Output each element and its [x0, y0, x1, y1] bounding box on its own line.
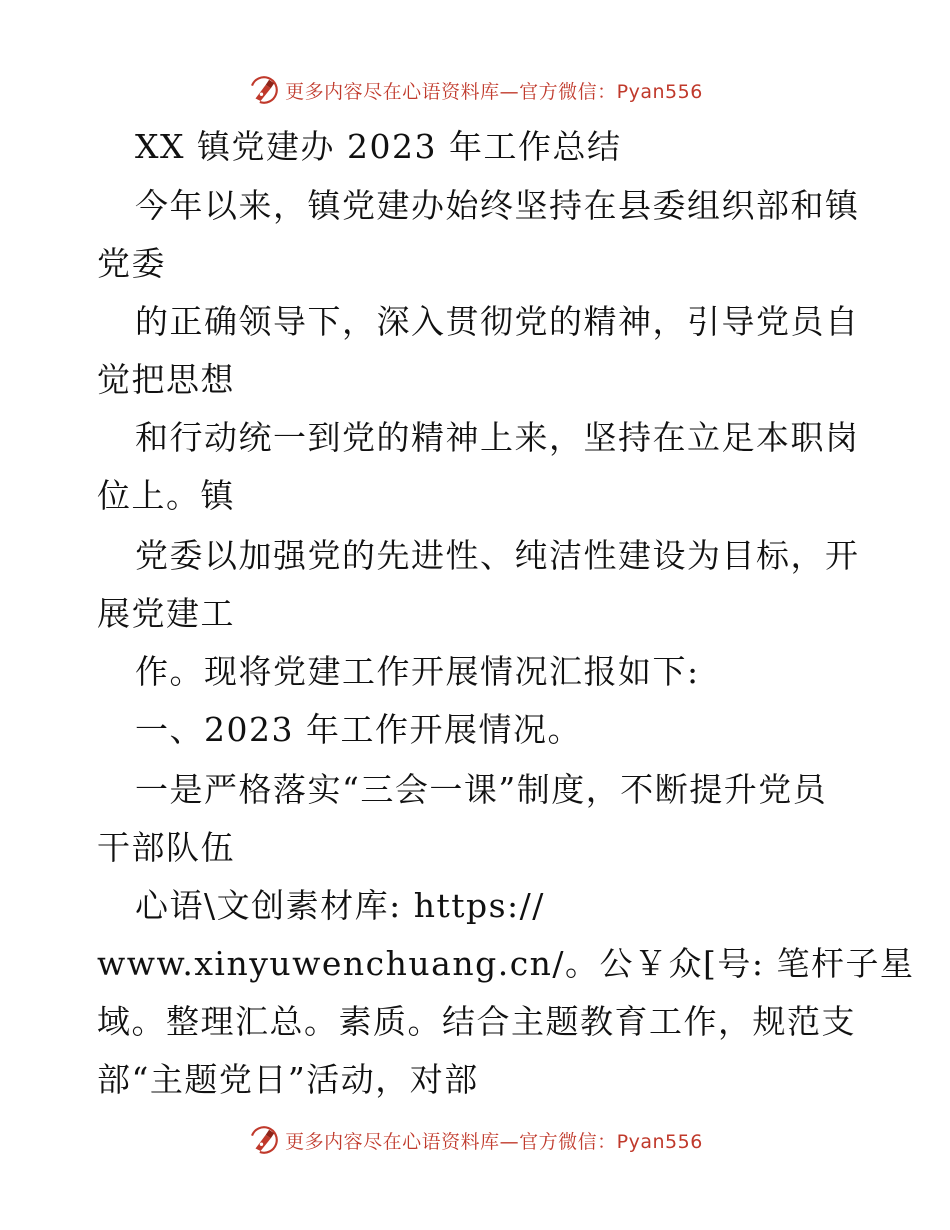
paragraph-line: 位上。镇 — [97, 476, 235, 515]
header-banner-text: 更多内容尽在心语资料库—官方微信：Pyan556 — [285, 80, 703, 103]
section-heading: 一、2023 年工作开展情况。 — [135, 710, 582, 749]
paragraph-line: 党委以加强党的先进性、纯洁性建设为目标，开 — [135, 536, 860, 575]
paragraph-line: 干部队伍 — [97, 828, 235, 867]
paragraph-line: 的正确领导下，深入贯彻党的精神，引导党员自 — [135, 302, 860, 341]
document-title: XX 镇党建办 2023 年工作总结 — [135, 127, 622, 166]
footer-banner-text: 更多内容尽在心语资料库—官方微信：Pyan556 — [285, 1130, 703, 1153]
paragraph-line: 觉把思想 — [97, 360, 235, 399]
paragraph-line: 党委 — [97, 244, 166, 283]
footer-banner — [0, 1120, 950, 1160]
paragraph-line: 展党建工 — [97, 594, 235, 633]
pen-nib-logo-icon — [247, 1123, 281, 1157]
paragraph-line: 今年以来，镇党建办始终坚持在县委组织部和镇 — [135, 186, 860, 225]
paragraph-line: www.xinyuwenchuang.cn/。公￥众[号: 笔杆子星 — [97, 944, 915, 983]
paragraph-line: 域。整理汇总。素质。结合主题教育工作，规范支 — [97, 1002, 856, 1041]
paragraph-line: 作。现将党建工作开展情况汇报如下: — [135, 652, 700, 691]
paragraph-line: 和行动统一到党的精神上来，坚持在立足本职岗 — [135, 418, 860, 457]
paragraph-line: 一是严格落实“三会一课”制度，不断提升党员 — [135, 770, 828, 809]
paragraph-line: 部“主题党日”活动，对部 — [97, 1060, 479, 1099]
paragraph-line: 心语\文创素材库: https:// — [135, 886, 545, 925]
